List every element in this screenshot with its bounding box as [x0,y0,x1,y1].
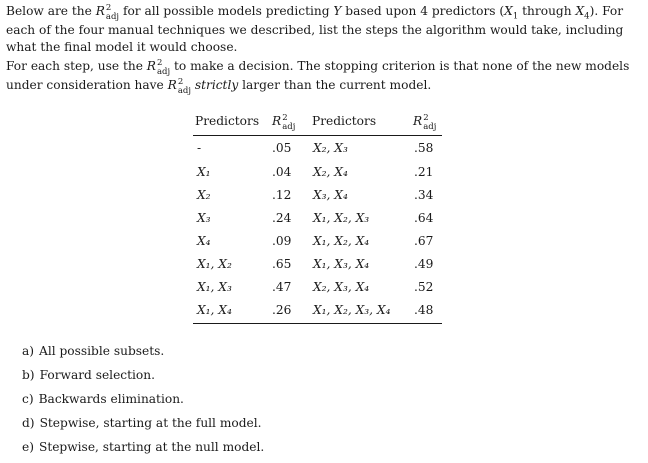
header-r2-right: R 2 adj [413,113,437,132]
table-cell-left-predictors: X₁, X₃ [197,280,232,294]
table-cell-right-predictors: X₁, X₂, X₃ [313,211,370,225]
table-cell-left-r2: .04 [272,165,292,179]
header-predictors-right: Predictors [312,114,377,128]
table-cell-left-r2: .09 [272,234,292,248]
table-cell-left-predictors: X₂ [197,188,211,202]
list-item: a) All possible subsets. [22,344,165,358]
r-squared-adj-symbol: R 2 adj [95,3,120,22]
options-list [22,343,264,463]
table-cell-left-r2: .26 [272,303,292,317]
table-cell-left-predictors: X₁, X₄ [197,303,232,317]
table-cell-right-r2: .48 [414,303,434,317]
table-cell-left-r2: .65 [272,257,292,271]
table-cell-right-r2: .64 [414,211,434,225]
table-cell-right-r2: .67 [414,234,434,248]
header-predictors-left: Predictors [195,114,260,128]
strictly-emphasis: strictly [194,78,239,92]
table-cell-right-predictors: X₂, X₄ [313,165,348,179]
header-r2-left: R 2 adj [272,113,296,132]
table-cell-left-predictors: X₁ [197,165,211,179]
r-squared-adj-symbol: R 2 adj [167,77,191,96]
table-cell-right-r2: .34 [414,188,434,202]
table-cell-right-predictors: X₃, X₄ [313,188,348,202]
table-cell-left-predictors: X₁, X₂ [197,257,232,271]
table-cell-left-r2: .05 [272,141,292,155]
table-cell-right-predictors: X₁, X₂, X₃, X₄ [313,303,391,317]
table-cell-left-predictors: X₄ [197,234,211,248]
list-item: d) Stepwise, starting at the full model. [22,416,262,430]
table-cell-right-predictors: X₁, X₃, X₄ [313,257,370,271]
table-cell-right-r2: .49 [414,257,434,271]
list-item: b) Forward selection. [22,368,155,382]
table-cell-right-r2: .21 [414,165,434,179]
table-cell-right-predictors: X₂, X₃, X₄ [313,280,370,294]
table-cell-right-predictors: X₁, X₂, X₄ [313,234,370,248]
r-squared-adj-symbol: R 2 adj [146,58,171,77]
table-cell-right-predictors: X₂, X₃ [313,141,348,155]
table-cell-left-r2: .12 [272,188,292,202]
table-cell-left-predictors: X₃ [197,211,211,225]
header-rule [193,135,442,136]
intro-paragraph: Below are the R 2 adj for all possible models predicting Y based upon 4 predictors ($X_1$ through $X_4$). For each of the four manual techniques we described, list the steps the algorithm would take, including what the final model it would choose. [6,3,624,54]
table-cell-right-r2: .52 [414,280,434,294]
instruction-paragraph: For each step, use the R 2 adj to make a decision. The stopping criterion is that none of the new models under consideration have R 2 adj strictly larger than the current model. [6,58,630,96]
table-cell-left-predictors: - [197,141,202,155]
table-cell-left-r2: .47 [272,280,292,294]
list-item: e) Stepwise, starting at the null model. [22,440,265,454]
table-cell-right-r2: .58 [414,141,434,155]
bottom-rule [193,323,442,324]
table-cell-left-r2: .24 [272,211,292,225]
list-item: c) Backwards elimination. [22,392,184,406]
